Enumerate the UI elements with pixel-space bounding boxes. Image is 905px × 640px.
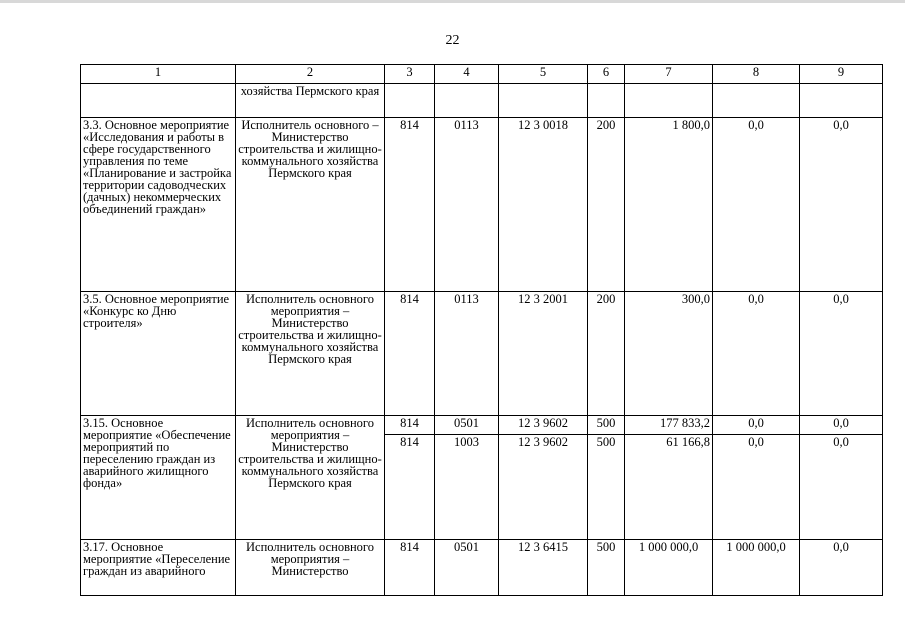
section-code: 0113 [435, 292, 499, 416]
table-row [81, 118, 883, 292]
target-code: 12 3 9602 [499, 416, 588, 435]
ministry-code: 814 [385, 292, 435, 416]
amount-col7: 61 166,8 [625, 435, 713, 540]
budget-table [80, 64, 883, 596]
expense-type: 200 [588, 292, 625, 416]
target-code: 12 3 2001 [499, 292, 588, 416]
table-row [81, 416, 883, 435]
section-code: 0113 [435, 118, 499, 292]
section-code: 0501 [435, 416, 499, 435]
column-header: 8 [713, 65, 800, 84]
amount-col8: 0,0 [713, 416, 800, 435]
column-header: 3 [385, 65, 435, 84]
expense-type: 500 [588, 435, 625, 540]
column-header: 6 [588, 65, 625, 84]
amount-col8: 1 000 000,0 [713, 540, 800, 596]
amount-col8: 0,0 [713, 292, 800, 416]
target-code: 12 3 9602 [499, 435, 588, 540]
column-header: 7 [625, 65, 713, 84]
column-header: 9 [800, 65, 883, 84]
target-code: 12 3 6415 [499, 540, 588, 596]
activity-cell [81, 84, 236, 118]
amount-col7: 1 000 000,0 [625, 540, 713, 596]
ministry-code: 814 [385, 435, 435, 540]
column-header: 5 [499, 65, 588, 84]
amount-col9: 0,0 [800, 416, 883, 435]
header-row [81, 65, 883, 84]
amount-col7: 300,0 [625, 292, 713, 416]
executor-cell: Исполнитель основного мероприятия – Министерство строительства и жилищно-коммунального хозяйства Пермского края [236, 416, 385, 540]
executor-cell: Исполнитель основного мероприятия – Министерство строительства и жилищно-коммунального хозяйства Пермского края [236, 292, 385, 416]
amount-col9: 0,0 [800, 292, 883, 416]
table-row [81, 292, 883, 416]
amount-col9: 0,0 [800, 118, 883, 292]
scan-top-edge [0, 0, 905, 3]
activity-cell: 3.15. Основное мероприятие «Обеспечение мероприятий по переселению граждан из аварийного жилищного фонда» [81, 416, 236, 540]
ministry-code: 814 [385, 118, 435, 292]
target-code: 12 3 0018 [499, 118, 588, 292]
amount-col8: 0,0 [713, 118, 800, 292]
amount-col8: 0,0 [713, 435, 800, 540]
ministry-code: 814 [385, 540, 435, 596]
column-header: 1 [81, 65, 236, 84]
table-row [81, 540, 883, 596]
page-number: 22 [445, 33, 460, 48]
executor-cell: хозяйства Пермского края [236, 84, 385, 118]
expense-type: 500 [588, 416, 625, 435]
amount-col7: 177 833,2 [625, 416, 713, 435]
ministry-code: 814 [385, 416, 435, 435]
activity-cell: 3.17. Основное мероприятие «Переселение граждан из аварийного [81, 540, 236, 596]
activity-cell: 3.5. Основное мероприятие «Конкурс ко Дню строителя» [81, 292, 236, 416]
expense-type: 200 [588, 118, 625, 292]
amount-col7: 1 800,0 [625, 118, 713, 292]
expense-type: 500 [588, 540, 625, 596]
section-code: 1003 [435, 435, 499, 540]
table-row-continuation [81, 84, 883, 118]
amount-col9: 0,0 [800, 435, 883, 540]
column-header: 4 [435, 65, 499, 84]
section-code: 0501 [435, 540, 499, 596]
executor-cell: Исполнитель основного мероприятия – Министерство [236, 540, 385, 596]
column-header: 2 [236, 65, 385, 84]
executor-cell: Исполнитель основного – Министерство строительства и жилищно-коммунального хозяйства Пермского края [236, 118, 385, 292]
amount-col9: 0,0 [800, 540, 883, 596]
activity-cell: 3.3. Основное мероприятие «Исследования и работы в сфере государственного управления по теме «Планирование и застройка территории садоводческих (дачных) некоммерческих объединений граждан» [81, 118, 236, 292]
